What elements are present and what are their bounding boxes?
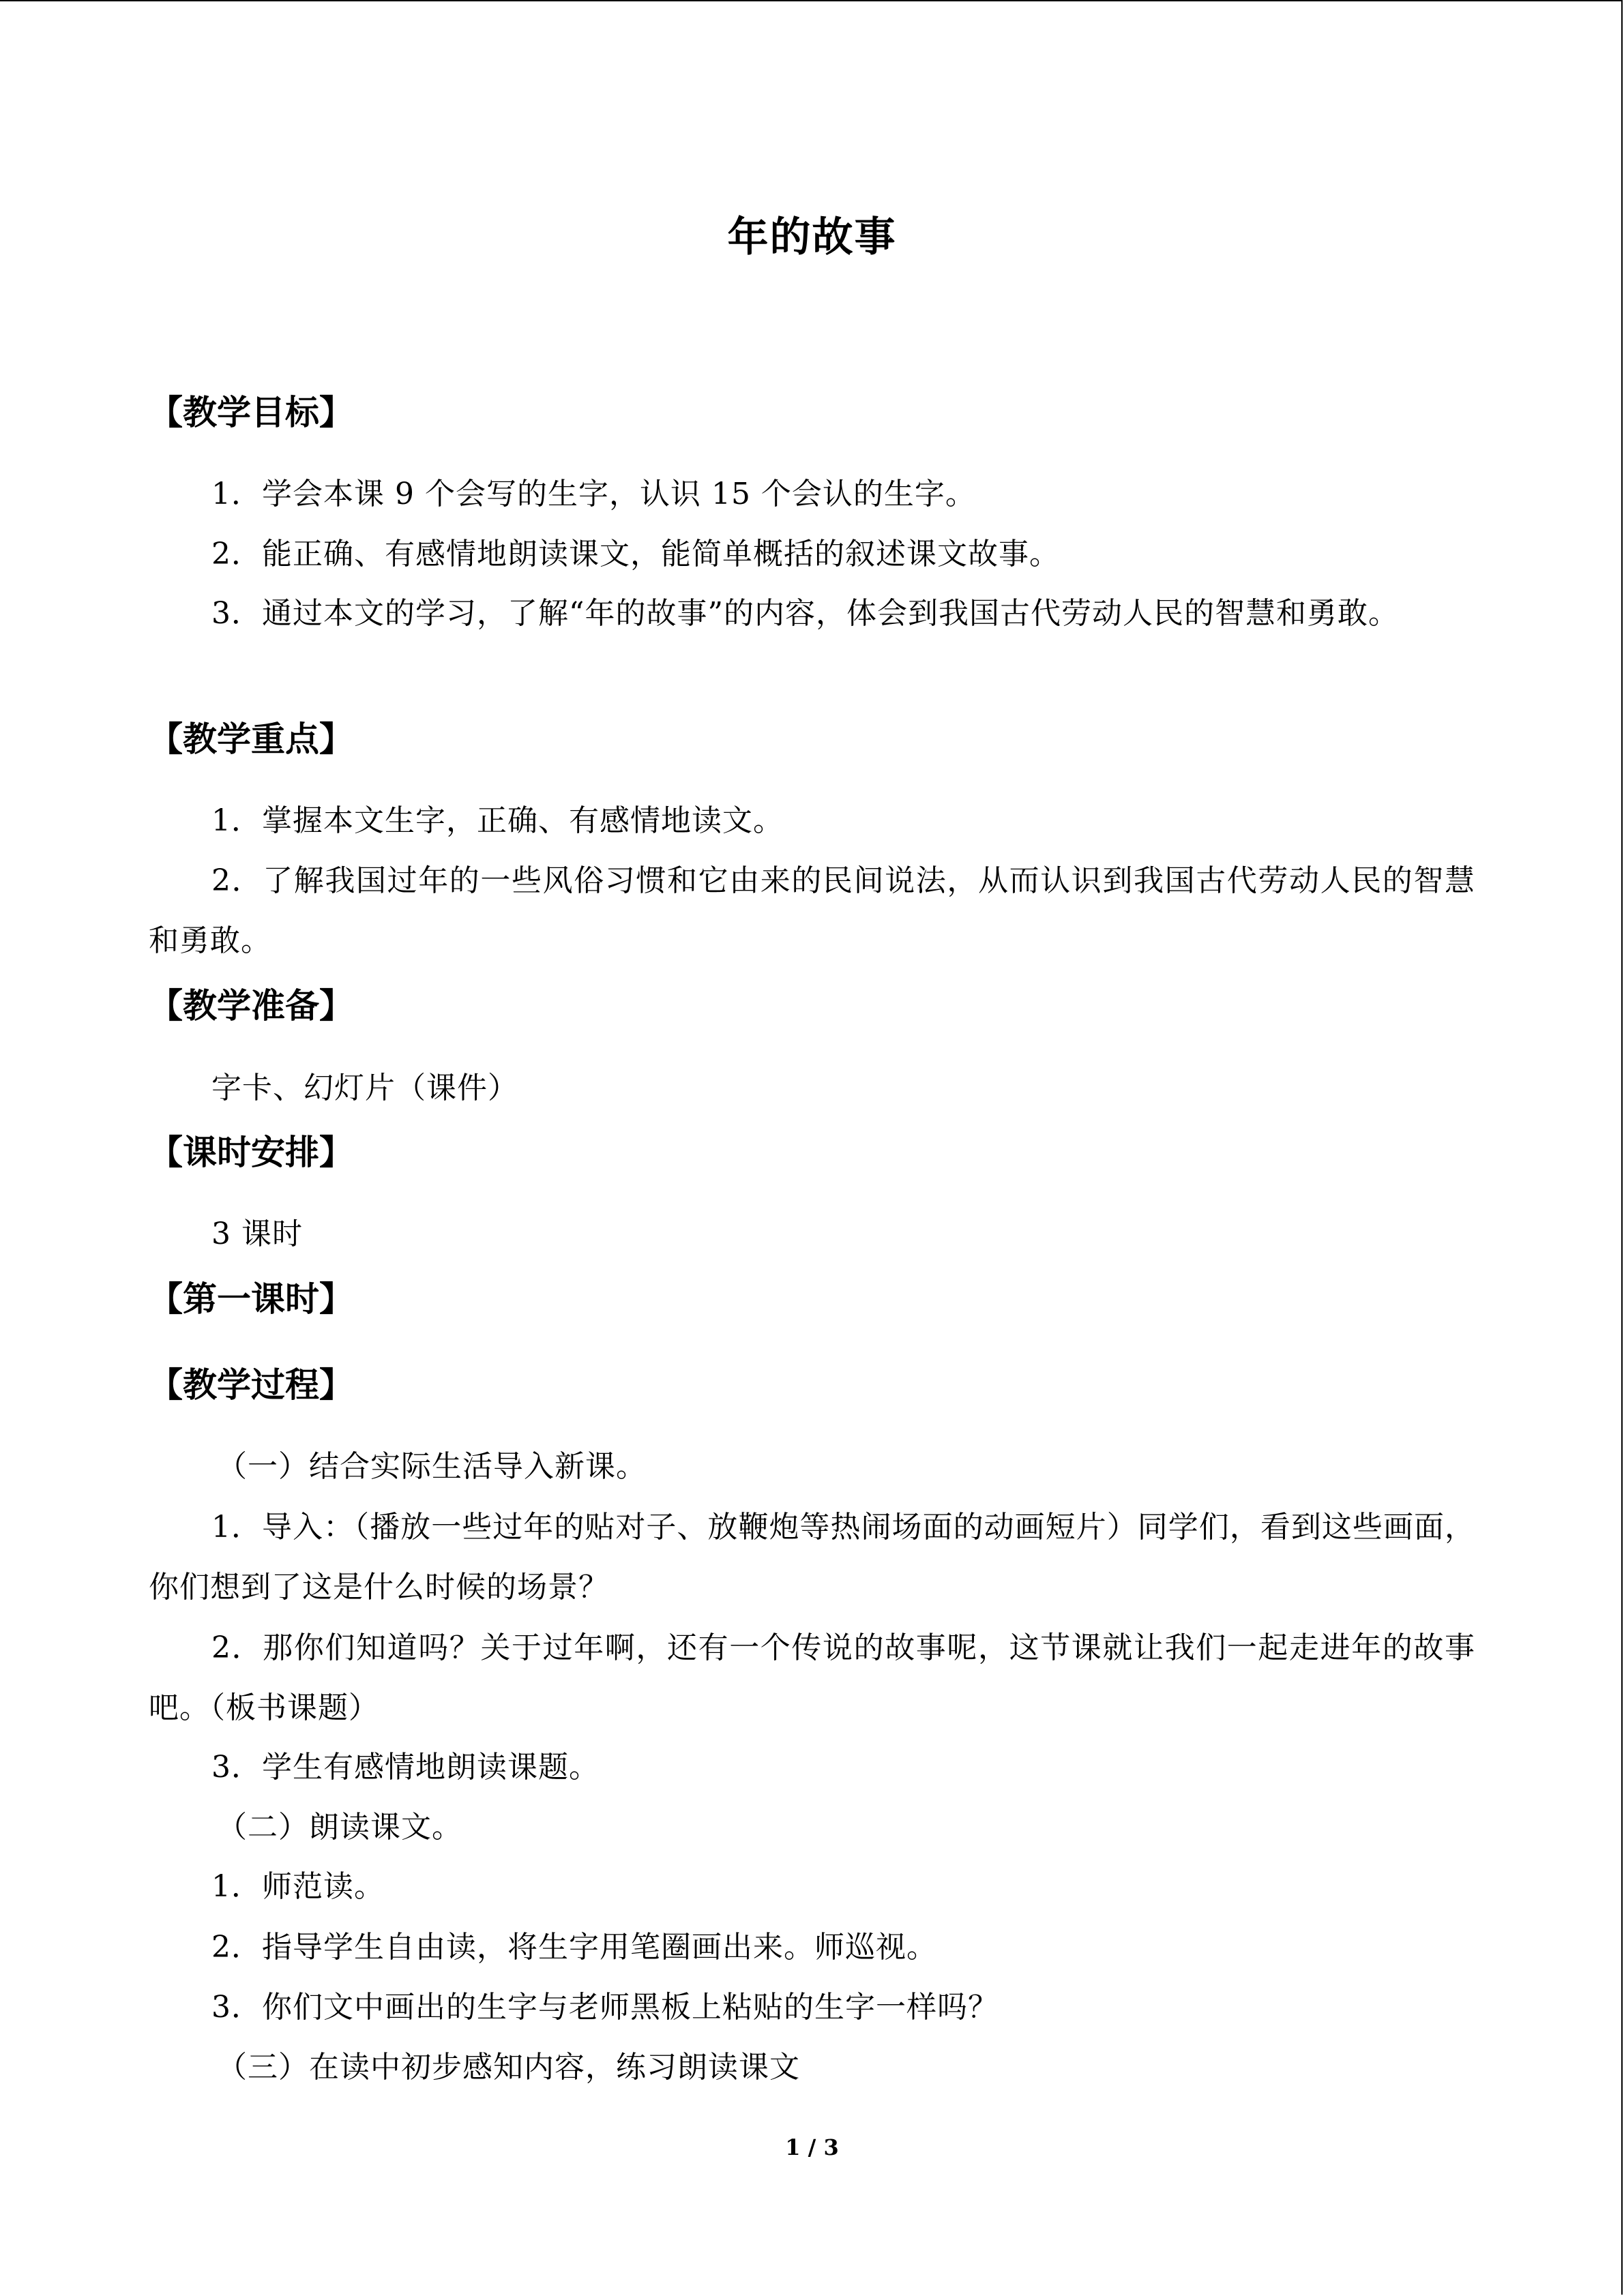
section-heading-preparation: 【教学准备】 (149, 986, 353, 1026)
document-title: 年的故事 (727, 213, 897, 261)
process-item-9: （三）在读中初步感知内容，练习朗读课文 (217, 2050, 800, 2085)
process-item-2: 1．导入：（播放一些过年的贴对子、放鞭炮等热闹场面的动画短片）同学们，看到这些画面，你们想到了这是什么时候的场景？ (149, 1510, 1475, 1605)
process-item-1: （一）结合实际生活导入新课。 (217, 1449, 647, 1484)
process-item-7: 2．指导学生自由读，将生字用笔圈画出来。师巡视。 (211, 1930, 937, 1965)
process-item-4: 3．学生有感情地朗读课题。 (211, 1750, 600, 1785)
key-point-item-2: 2．了解我国过年的一些风俗习惯和它由来的民间说法，从而认识到我国古代劳动人民的智慧和勇敢。 (149, 863, 1475, 958)
objective-item-2: 2．能正确、有感情地朗读课文，能简单概括的叙述课文故事。 (211, 537, 1060, 571)
process-item-6: 1．师范读。 (211, 1869, 385, 1904)
process-item-3: 2．那你们知道吗？关于过年啊，还有一个传说的故事呢，这节课就让我们一起走进年的故事吧。（板书课题） (149, 1630, 1475, 1725)
key-point-item-1: 1．掌握本文生字，正确、有感情地读文。 (211, 803, 784, 838)
preparation-text: 字卡、幻灯片（课件） (211, 1071, 518, 1105)
section-heading-objectives: 【教学目标】 (149, 393, 353, 432)
schedule-text: 3 课时 (211, 1217, 303, 1251)
process-item-5: （二）朗读课文。 (217, 1810, 462, 1845)
section-heading-schedule: 【课时安排】 (149, 1133, 353, 1172)
objective-item-3: 3．通过本文的学习，了解“年的故事”的内容，体会到我国古代劳动人民的智慧和勇敢。 (211, 596, 1399, 631)
section-heading-key-points: 【教学重点】 (149, 719, 353, 759)
section-heading-first-lesson: 【第一课时】 (149, 1279, 353, 1319)
section-heading-process: 【教学过程】 (149, 1365, 353, 1405)
page-number: 1 / 3 (785, 2134, 839, 2160)
objective-item-1: 1．学会本课 9 个会写的生字，认识 15 个会认的生字。 (211, 477, 976, 511)
process-item-8: 3．你们文中画出的生字与老师黑板上粘贴的生字一样吗？ (211, 1990, 999, 2025)
